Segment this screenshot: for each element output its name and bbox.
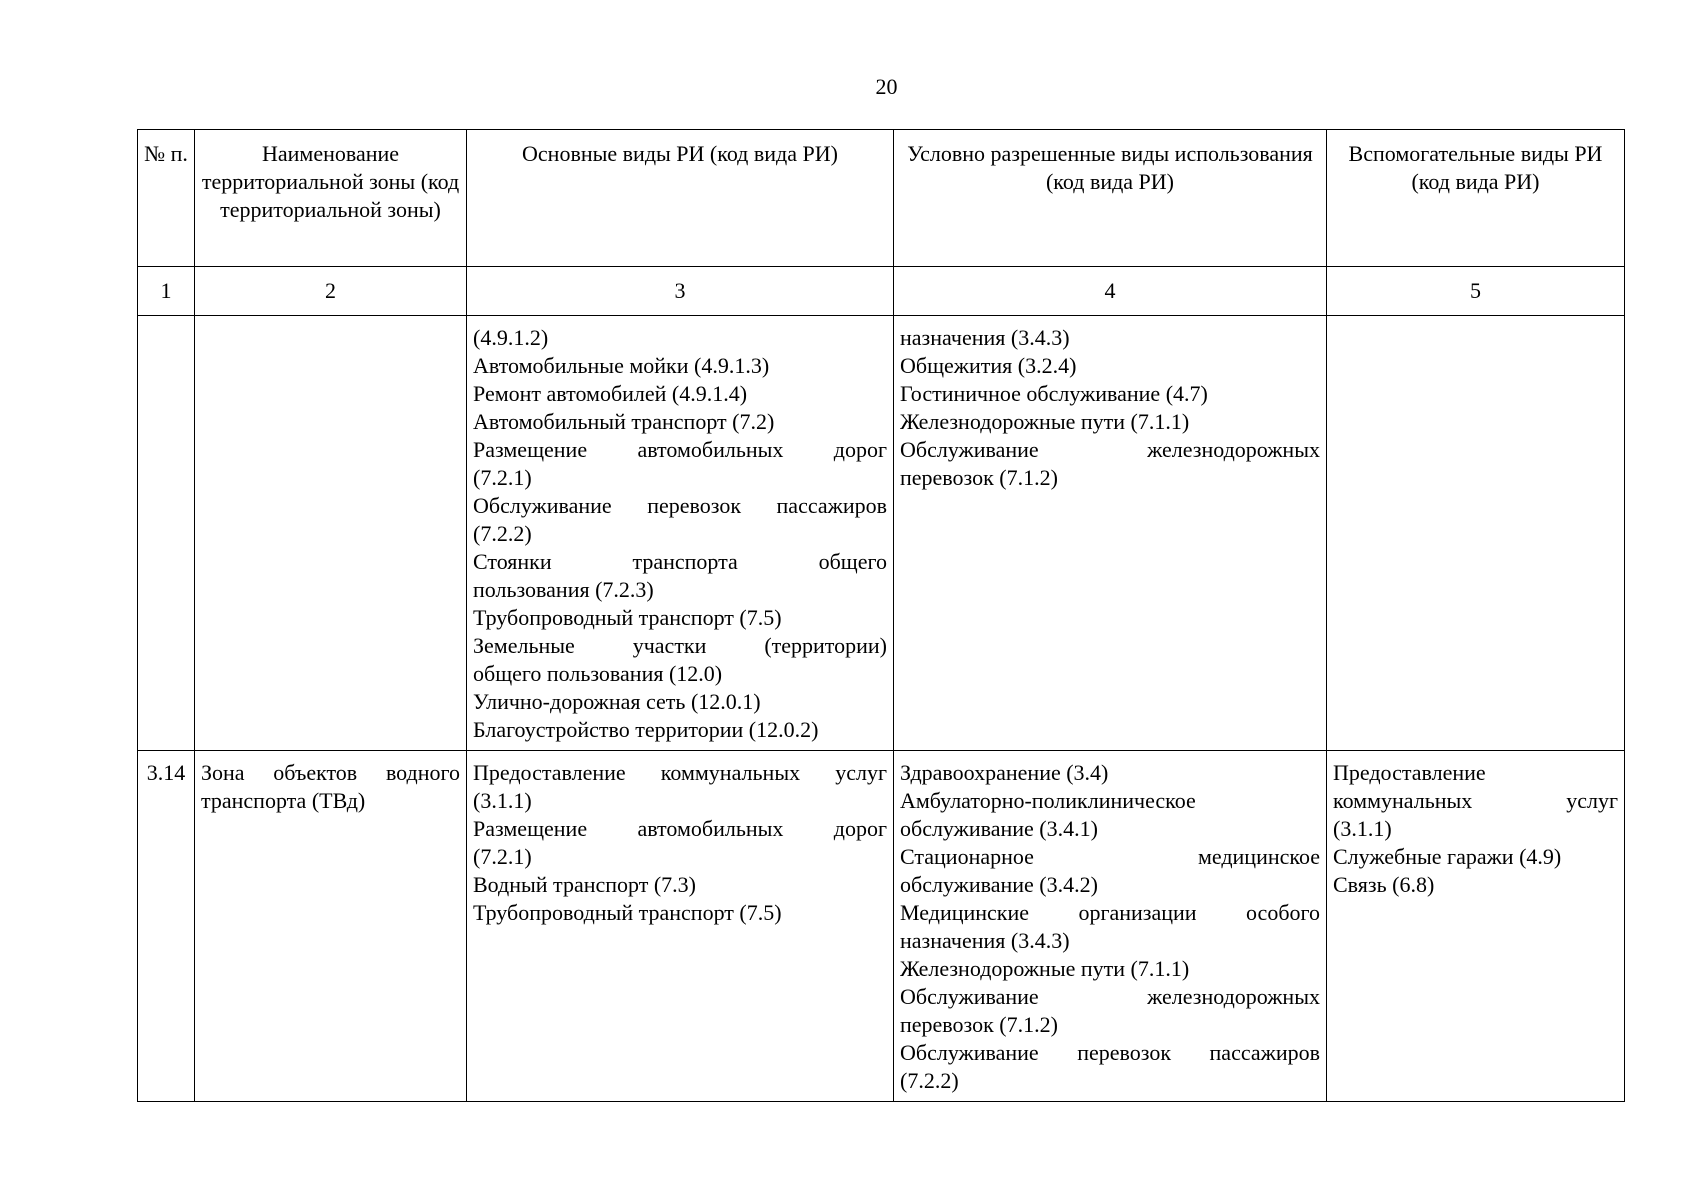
- cell-line: (4.9.1.2): [473, 325, 549, 350]
- column-number-1: 1: [138, 267, 195, 316]
- cell-line: Предоставление: [1333, 760, 1486, 785]
- cell-line: Обслуживание железнодорожных: [900, 984, 1320, 1009]
- cell-line: Обслуживание железнодорожных: [900, 437, 1320, 462]
- cell-line: транспорта (ТВд): [201, 788, 366, 813]
- cell-line: коммунальных услуг: [1333, 788, 1618, 813]
- cell-line: Медицинские организации особого: [900, 900, 1320, 925]
- cell-line: Гостиничное обслуживание (4.7): [900, 381, 1208, 406]
- cell-line: назначения (3.4.3): [900, 928, 1070, 953]
- cell-line: Предоставление коммунальных услуг: [473, 760, 887, 785]
- zone-name-cell: [195, 751, 467, 1102]
- cell-line: Трубопроводный транспорт (7.5): [473, 900, 782, 925]
- header-main-uses: Основные виды РИ (код вида РИ): [467, 130, 894, 267]
- cell-line: Железнодорожные пути (7.1.1): [900, 956, 1190, 981]
- main-uses-cell: [467, 316, 894, 751]
- main-uses-cell: [467, 751, 894, 1102]
- header-conditional-uses: Условно разрешенные виды использования (код вида РИ): [894, 130, 1327, 267]
- cell-line: (3.1.1): [473, 788, 532, 813]
- table-row-continuation: [138, 316, 1625, 751]
- cell-line: Зона объектов водного: [201, 760, 460, 785]
- cell-line: (3.1.1): [1333, 816, 1392, 841]
- cell-line: обслуживание (3.4.2): [900, 872, 1098, 897]
- cell-line: Автомобильный транспорт (7.2): [473, 409, 775, 434]
- column-number-2: 2: [195, 267, 467, 316]
- cell-line: (7.2.2): [900, 1068, 959, 1093]
- row-number-cell: 3.14: [138, 751, 195, 1102]
- cell-line: Трубопроводный транспорт (7.5): [473, 605, 782, 630]
- cell-line: Железнодорожные пути (7.1.1): [900, 409, 1190, 434]
- cell-line: Благоустройство территории (12.0.2): [473, 717, 819, 742]
- cell-line: общего пользования (12.0): [473, 661, 723, 686]
- zoning-table: [137, 129, 1625, 1102]
- cell-line: Земельные участки (территории): [473, 633, 887, 658]
- conditional-uses-cell: [894, 751, 1327, 1102]
- table-row-3-14: [138, 751, 1625, 1102]
- header-auxiliary-uses: Вспомогательные виды РИ (код вида РИ): [1327, 130, 1625, 267]
- cell-line: Стационарное медицинское: [900, 844, 1320, 869]
- cell-line: Водный транспорт (7.3): [473, 872, 696, 897]
- cell-line: (7.2.1): [473, 465, 532, 490]
- cell-line: Ремонт автомобилей (4.9.1.4): [473, 381, 748, 406]
- cell-line: Обслуживание перевозок пассажиров: [473, 493, 887, 518]
- cell-line: назначения (3.4.3): [900, 325, 1070, 350]
- cell-line: Обслуживание перевозок пассажиров: [900, 1040, 1320, 1065]
- cell-line: Стоянки транспорта общего: [473, 549, 887, 574]
- page-number: 20: [875, 74, 898, 99]
- header-zone-name: Наименование территориальной зоны (код территориальной зоны): [195, 130, 467, 267]
- cell-line: Размещение автомобильных дорог: [473, 437, 887, 462]
- cell-line: Автомобильные мойки (4.9.1.3): [473, 353, 770, 378]
- cell-line: Улично-дорожная сеть (12.0.1): [473, 689, 761, 714]
- cell-line: Связь (6.8): [1333, 872, 1435, 897]
- column-number-4: 4: [894, 267, 1327, 316]
- cell-line: обслуживание (3.4.1): [900, 816, 1098, 841]
- cell-line: пользования (7.2.3): [473, 577, 654, 602]
- cell-line: Здравоохранение (3.4): [900, 760, 1109, 785]
- zone-name-cell: [195, 316, 467, 751]
- cell-line: Служебные гаражи (4.9): [1333, 844, 1562, 869]
- cell-line: Амбулаторно-поликлиническое: [900, 788, 1196, 813]
- column-number-5: 5: [1327, 267, 1625, 316]
- conditional-uses-cell: [894, 316, 1327, 751]
- column-number-3: 3: [467, 267, 894, 316]
- cell-line: (7.2.1): [473, 844, 532, 869]
- auxiliary-uses-cell: [1327, 751, 1625, 1102]
- cell-line: перевозок (7.1.2): [900, 1012, 1058, 1037]
- header-row: [138, 130, 1625, 267]
- cell-line: Общежития (3.2.4): [900, 353, 1077, 378]
- header-number: № п.: [138, 130, 195, 267]
- row-number-cell: [138, 316, 195, 751]
- column-number-row: [138, 267, 1625, 316]
- cell-line: Размещение автомобильных дорог: [473, 816, 887, 841]
- cell-line: перевозок (7.1.2): [900, 465, 1058, 490]
- auxiliary-uses-cell: [1327, 316, 1625, 751]
- cell-line: (7.2.2): [473, 521, 532, 546]
